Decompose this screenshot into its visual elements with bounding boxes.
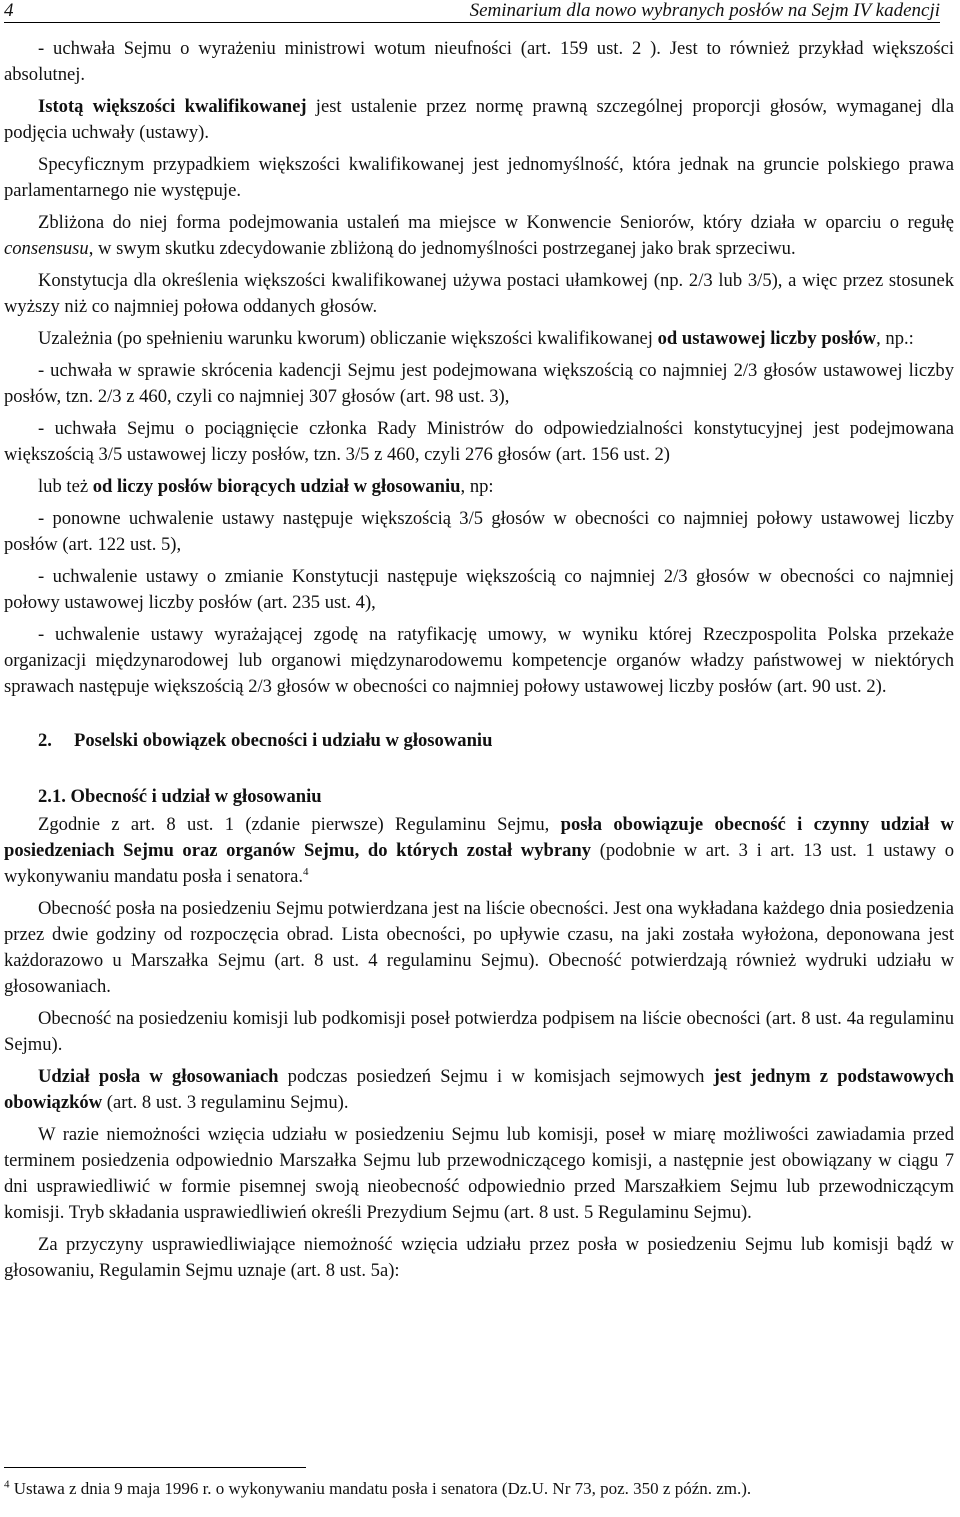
bold-term: Istotą większości kwalifikowanej: [38, 96, 307, 117]
section-heading: [4, 728, 954, 754]
paragraph: - uchwała Sejmu o pociągnięcie członka Rady Ministrów do odpowiedzialności konstytucyjnej jest podejmowana większością 3/5 ustawowej liczy posłów, tzn. 3/5 z 460, czyli 276 głosów (art. 156 ust. 2): [4, 418, 954, 465]
paragraph: Obecność posła na posiedzeniu Sejmu potwierdzana jest na liście obecności. Jest ona wykładana każdego dnia posiedzenia przez dwie godziny od rozpoczęcia obrad. Lista obecności, po upływie czasu, na jaki została wyłożona, deponowana jest każdorazowo u Marszałka Sejmu (art. 8 ust. 4 regulaminu Sejmu). Obecność potwierdzają również wydruki udziału w głosowaniach.: [4, 898, 954, 997]
paragraph: Za przyczyny usprawiedliwiające niemożność wzięcia udziału przez posła w posiedzeniu Sejmu lub komisji bądź w głosowaniu, Regulamin Sejmu uznaje (art. 8 ust. 5a):: [4, 1234, 954, 1281]
paragraph: - uchwała w sprawie skrócenia kadencji Sejmu jest podejmowana większością co najmniej 2/3 głosów ustawowej liczby posłów, tzn. 2/3 z 460, czyli co najmniej 307 głosów (art. 98 ust. 3),: [4, 360, 954, 407]
paragraph-text: Uzależnia (po spełnieniu warunku kworum) obliczanie większości kwalifikowanej: [38, 328, 658, 349]
paragraph-text: , np:: [460, 476, 494, 497]
footnote-mark: 4: [4, 1478, 10, 1491]
bold-term: Udział posła w głosowaniach: [38, 1066, 279, 1087]
paragraph: [4, 1064, 954, 1116]
paragraph: [4, 326, 954, 352]
document-body: [4, 36, 954, 1290]
paragraph: [4, 474, 954, 500]
page-header: [4, 0, 940, 23]
paragraph-text: lub też: [38, 476, 93, 497]
paragraph: Obecność na posiedzeniu komisji lub podkomisji poseł potwierdza podpisem na liście obecności (art. 8 ust. 4a regulaminu Sejmu).: [4, 1008, 954, 1055]
footnote-divider: [4, 1467, 306, 1468]
paragraph-text: , np.:: [876, 328, 914, 349]
paragraph: - uchwała Sejmu o wyrażeniu ministrowi wotum nieufności (art. 159 ust. 2 ). Jest to również przykład większości absolutnej.: [4, 38, 954, 85]
paragraph-text: (podobnie w art. 3 i art. 13 ust. 1 ustawy o wykonywaniu mandatu posła i senatora.: [4, 840, 954, 887]
paragraph: [4, 812, 954, 890]
subsection-heading: 2.1. Obecność i udział w głosowaniu: [38, 786, 322, 807]
paragraph: - uchwalenie ustawy o zmianie Konstytucji następuje większością co najmniej 2/3 głosów w obecności co najmniej połowy ustawowej liczby posłów (art. 235 ust. 4),: [4, 566, 954, 613]
bold-term: posła obowiązuje obecność i czynny udział w posiedzeniach Sejmu oraz organów Sejmu, do których został wybrany: [4, 814, 954, 861]
page-number: 4: [4, 0, 14, 21]
footnote-reference: 4: [302, 865, 309, 878]
paragraph: [4, 210, 954, 262]
paragraph: - ponowne uchwalenie ustawy następuje większością 3/5 głosów w obecności co najmniej połowy ustawowej liczby posłów (art. 122 ust. 5),: [4, 508, 954, 555]
paragraph-text: jest ustalenie przez normę prawną szczególnej proporcji głosów, wymaganej dla podjęcia uchwały (ustawy).: [4, 96, 954, 143]
paragraph: Konstytucja dla określenia większości kwalifikowanej używa postaci ułamkowej (np. 2/3 lub 3/5), a więc przez stosunek wyższy niż co najmniej połowa oddanych głosów.: [4, 270, 954, 317]
footnote: [4, 1478, 751, 1500]
bold-term: od liczy posłów biorących udział w głosowaniu: [92, 476, 461, 497]
paragraph: Specyficznym przypadkiem większości kwalifikowanej jest jednomyślność, która jednak na gruncie polskiego prawa parlamentarnego nie występuje.: [4, 154, 954, 201]
paragraph: W razie niemożności wzięcia udziału w posiedzeniu Sejmu lub komisji, poseł w miarę możliwości zawiadamia przed terminem posiedzenia odpowiednio Marszałka Sejmu lub przewodniczącego komisji, a następnie jest obowiązany w ciągu 7 dni usprawiedliwić w formie pisemnej swoją nieobecność odpowiednio przed Marszałkiem Sejmu lub przewodniczącym komisji. Tryb składania usprawiedliwień określi Prezydium Sejmu (art. 8 ust. 5 Regulaminu Sejmu).: [4, 1124, 954, 1223]
footnote-text: Ustawa z dnia 9 maja 1996 r. o wykonywaniu mandatu posła i senatora (Dz.U. Nr 73, poz. 350 z późn. zm.).: [9, 1479, 752, 1498]
paragraph-text: podczas posiedzeń Sejmu i w komisjach sejmowych: [278, 1066, 714, 1087]
paragraph-text: , w swym skutku zdecydowanie zbliżoną do jednomyślności postrzeganej jako brak sprzeciwu.: [88, 238, 796, 259]
paragraph: - uchwalenie ustawy wyrażającej zgodę na ratyfikację umowy, w wyniku której Rzeczpospolita Polska przekaże organizacji międzynarodowej lub organowi międzynarodowemu kompetencje organów władzy państwowej w niektórych sprawach następuje większością 2/3 głosów w obecności co najmniej połowy ustawowej liczby posłów (art. 90 ust. 2).: [4, 624, 954, 697]
running-title: Seminarium dla nowo wybranych posłów na Sejm IV kadencji: [469, 0, 940, 21]
paragraph-text: Zbliżona do niej forma podejmowania ustaleń ma miejsce w Konwencie Seniorów, który działa w oparciu o regułę: [38, 212, 954, 233]
paragraph: [4, 94, 954, 146]
italic-term: consensusu: [4, 238, 89, 259]
bold-term: jest jednym z podstawowych obowiązków: [4, 1066, 954, 1113]
section-title: Poselski obowiązek obecności i udziału w głosowaniu: [74, 730, 493, 751]
bold-term: od ustawowej liczby posłów: [657, 328, 877, 349]
paragraph-text: Zgodnie z art. 8 ust. 1 (zdanie pierwsze) Regulaminu Sejmu,: [38, 814, 561, 835]
section-number: 2.: [38, 730, 52, 751]
paragraph-text: (art. 8 ust. 3 regulaminu Sejmu).: [102, 1092, 349, 1113]
